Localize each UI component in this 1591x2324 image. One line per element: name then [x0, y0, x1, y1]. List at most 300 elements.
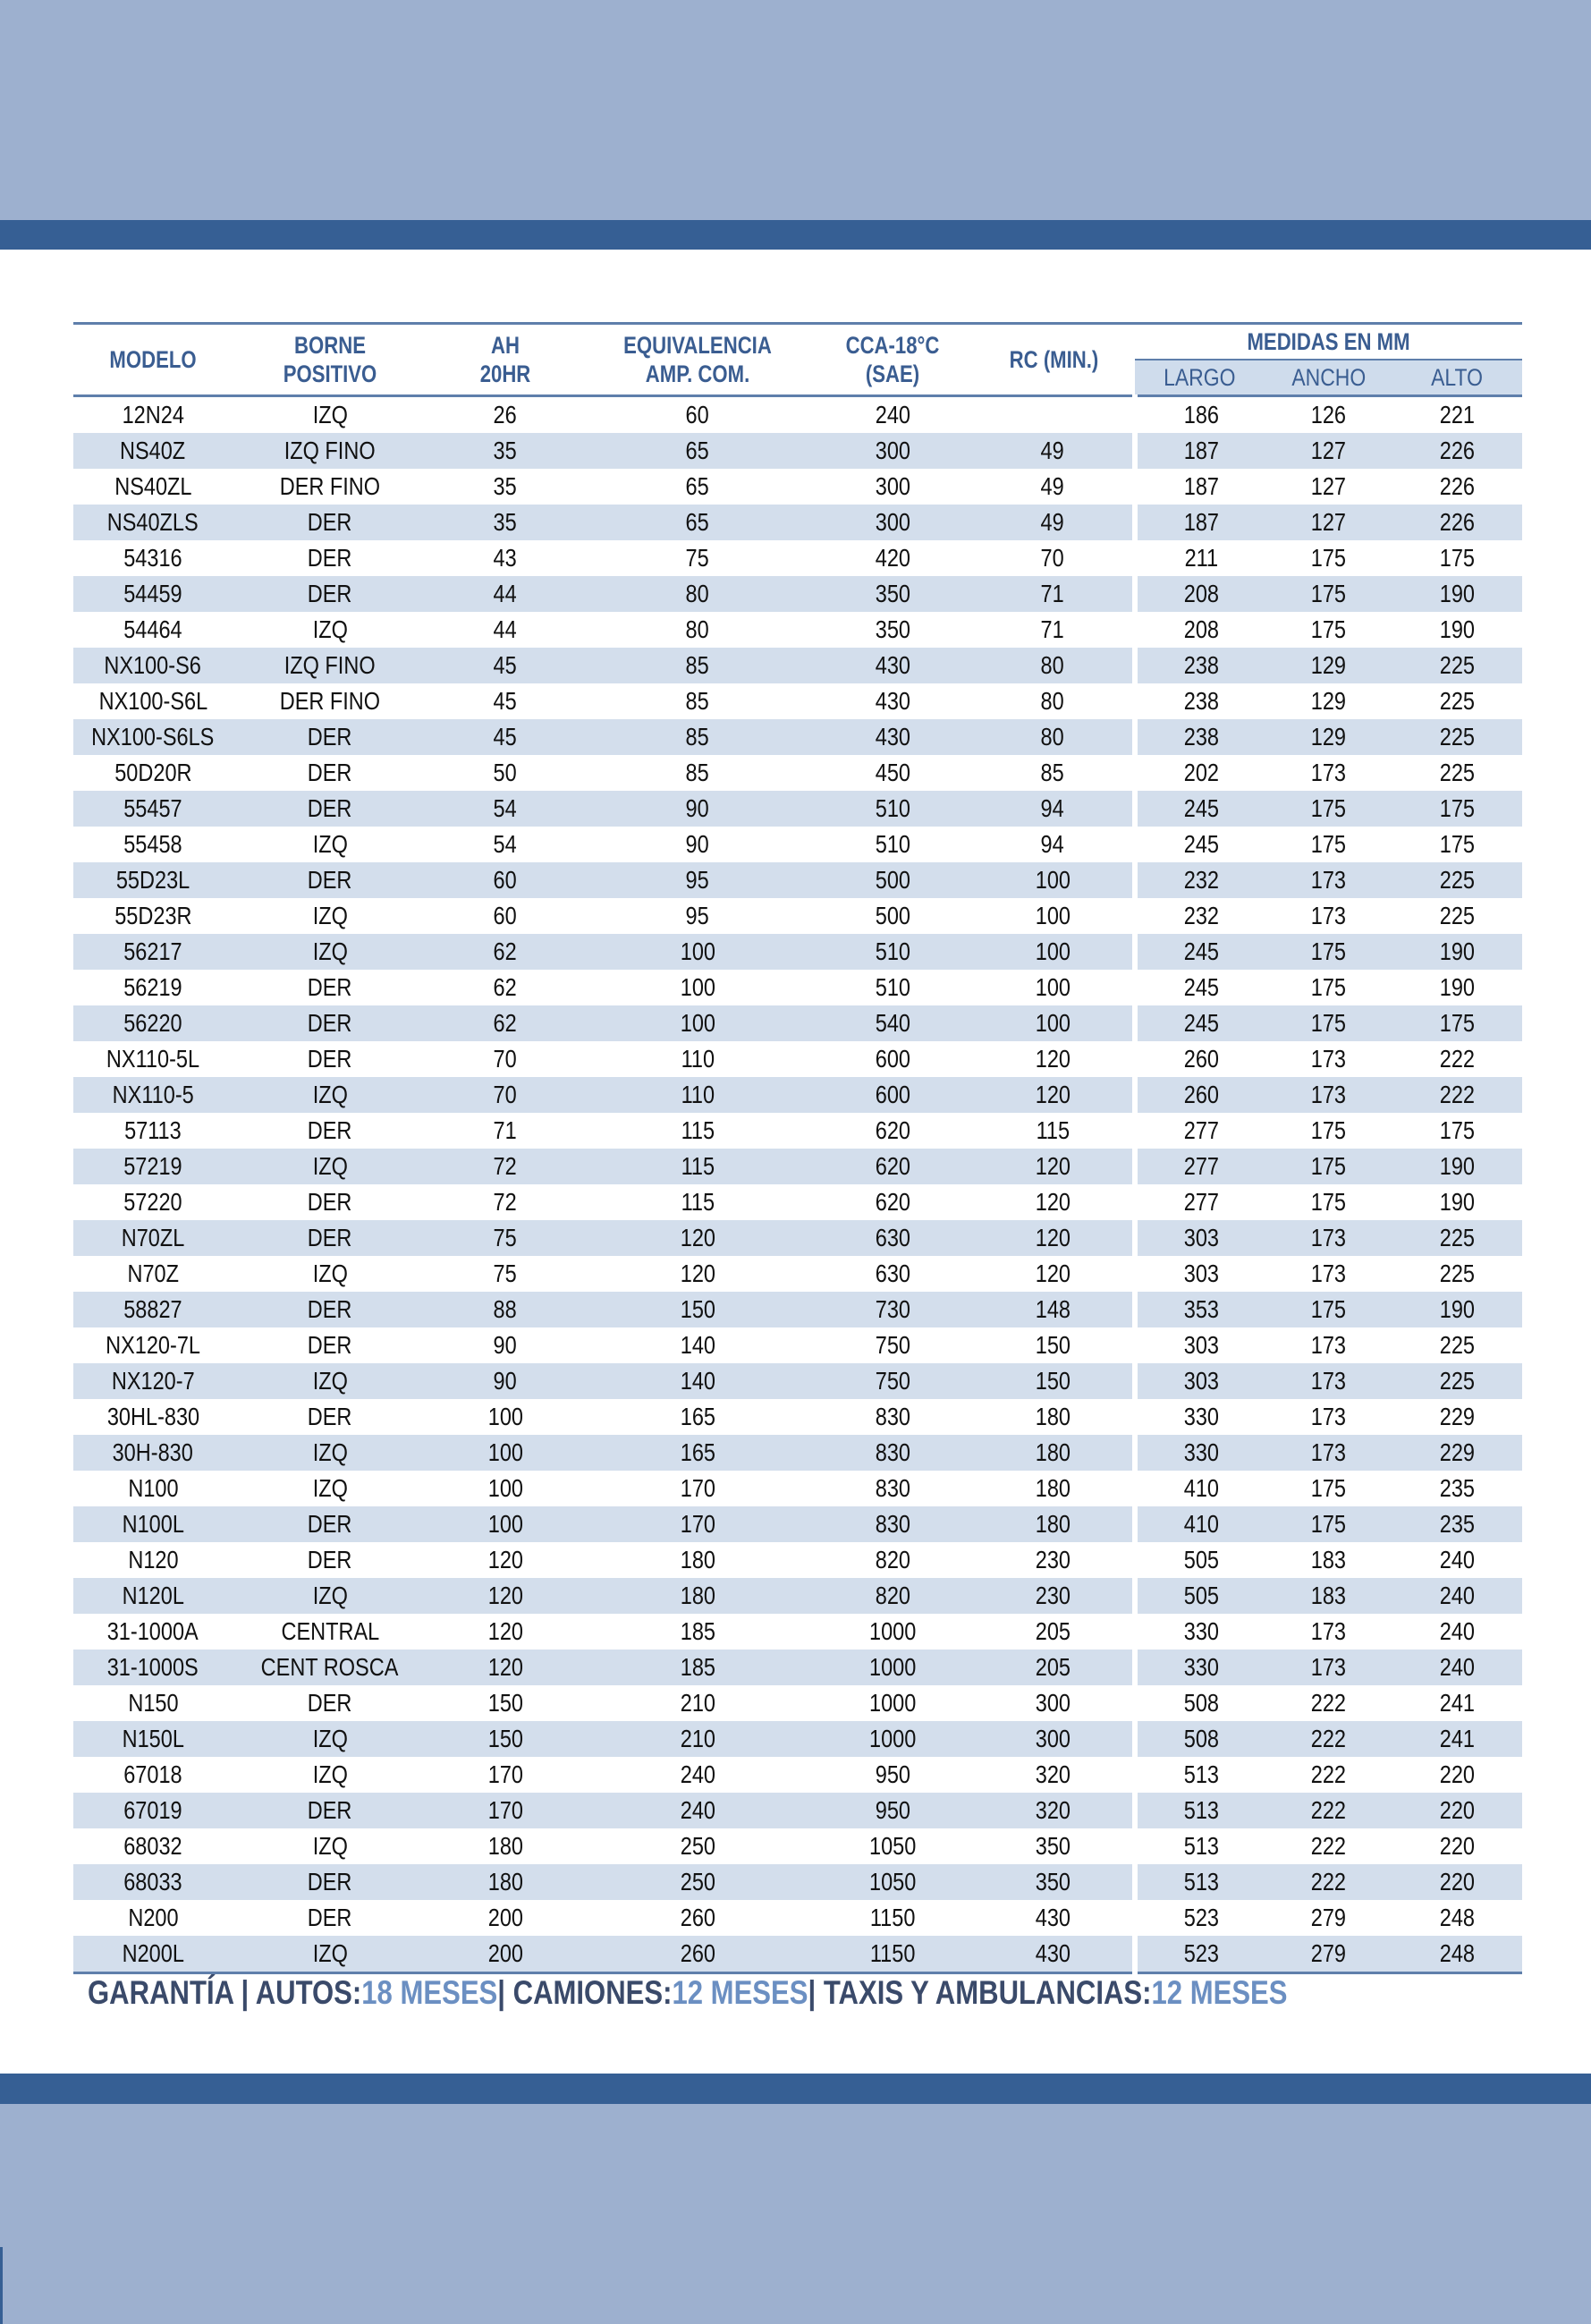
cell-modelo	[73, 1041, 233, 1077]
cell-value: 208	[1183, 580, 1219, 607]
warranty-line	[88, 1971, 1288, 2015]
cell-value: 508	[1183, 1725, 1219, 1752]
cell-largo	[1135, 1292, 1265, 1327]
cell-largo	[1135, 505, 1265, 540]
cell-equivalencia	[583, 1471, 812, 1506]
cell-borne	[233, 791, 427, 827]
cell-value: 241	[1439, 1689, 1476, 1717]
cell-ah	[427, 683, 583, 719]
cell-largo	[1135, 862, 1265, 898]
cell-borne	[233, 1471, 427, 1506]
cell-borne	[233, 719, 427, 755]
cell-value: 330	[1183, 1438, 1219, 1466]
cell-value: 222	[1310, 1725, 1347, 1752]
cell-value: IZQ	[312, 902, 348, 929]
cell-value: 175	[1310, 1116, 1347, 1144]
cell-rc	[973, 576, 1135, 612]
cell-value: 150	[680, 1295, 715, 1323]
cell-value: 187	[1183, 437, 1219, 464]
table-row	[73, 791, 1522, 827]
cell-value: 208	[1183, 615, 1219, 643]
cell-value: 71	[493, 1116, 518, 1144]
cell-equivalencia	[583, 1184, 812, 1220]
cell-equivalencia	[583, 827, 812, 862]
cell-value: 320	[1035, 1796, 1071, 1824]
cell-largo	[1135, 1542, 1265, 1578]
cell-ah	[427, 970, 583, 1005]
cell-value: 420	[875, 544, 910, 572]
cell-borne	[233, 1220, 427, 1256]
cell-value: 248	[1439, 1939, 1476, 1967]
cell-rc	[973, 898, 1135, 934]
cell-value: 54459	[123, 580, 182, 607]
cell-alto	[1392, 1864, 1522, 1900]
cell-borne	[233, 1005, 427, 1041]
cell-ah	[427, 1077, 583, 1113]
cell-value: N200	[127, 1904, 179, 1931]
cell-value: 180	[680, 1546, 715, 1573]
cell-value: 320	[1035, 1760, 1071, 1788]
cell-value: 115	[681, 1188, 715, 1216]
cell-rc	[973, 1077, 1135, 1113]
cell-borne	[233, 540, 427, 576]
cell-modelo	[73, 827, 233, 862]
cell-value: 100	[487, 1510, 523, 1538]
cell-borne	[233, 1256, 427, 1292]
warranty-autos-value: 18 MESES	[361, 1974, 498, 2011]
cell-value: 150	[1035, 1331, 1071, 1359]
cell-value: 225	[1439, 1224, 1476, 1251]
cell-rc	[973, 719, 1135, 755]
cell-cca	[812, 396, 973, 434]
cell-alto	[1392, 719, 1522, 755]
cell-value: 330	[1183, 1653, 1219, 1681]
cell-value: 260	[680, 1939, 715, 1967]
cell-equivalencia	[583, 1578, 812, 1614]
header-alto-label: ALTO	[1431, 364, 1484, 391]
cell-value: 180	[487, 1832, 523, 1860]
cell-borne	[233, 1292, 427, 1327]
cell-ancho	[1265, 1900, 1392, 1936]
cell-value: 110	[681, 1045, 715, 1073]
cell-value: 65	[685, 472, 710, 500]
cell-value: 230	[1035, 1546, 1071, 1573]
header-ah	[442, 324, 570, 396]
header-cca	[826, 324, 959, 396]
cell-ah	[427, 934, 583, 970]
cell-value: 49	[1040, 472, 1065, 500]
cell-value: DER	[308, 1796, 352, 1824]
cell-ancho	[1265, 1435, 1392, 1471]
cell-value: DER	[308, 508, 352, 536]
cell-value: 62	[493, 937, 518, 965]
cell-value: 830	[875, 1403, 910, 1430]
cell-ah	[427, 1614, 583, 1650]
cell-modelo	[73, 1900, 233, 1936]
cell-ancho	[1265, 576, 1392, 612]
cell-largo	[1135, 648, 1265, 683]
cell-value: 70	[493, 1045, 518, 1073]
cell-alto	[1392, 1542, 1522, 1578]
cell-ancho	[1265, 1256, 1392, 1292]
cell-cca	[812, 1292, 973, 1327]
cell-alto	[1392, 469, 1522, 505]
cell-alto	[1392, 505, 1522, 540]
cell-equivalencia	[583, 1828, 812, 1864]
cell-cca	[812, 1256, 973, 1292]
cell-ancho	[1265, 1614, 1392, 1650]
cell-cca	[812, 505, 973, 540]
cell-rc	[973, 1864, 1135, 1900]
cell-modelo	[73, 433, 233, 469]
cell-value: IZQ	[312, 1438, 348, 1466]
cell-value: 190	[1439, 580, 1476, 607]
cell-value: 45	[493, 651, 518, 679]
table-row	[73, 1650, 1522, 1685]
cell-value: 126	[1310, 401, 1347, 428]
cell-value: 510	[875, 937, 910, 965]
cell-cca	[812, 1614, 973, 1650]
cell-ancho	[1265, 791, 1392, 827]
cell-value: 222	[1310, 1760, 1347, 1788]
cell-value: 85	[685, 759, 710, 786]
cell-equivalencia	[583, 1220, 812, 1256]
cell-ancho	[1265, 1506, 1392, 1542]
table-row	[73, 1685, 1522, 1721]
cell-largo	[1135, 1220, 1265, 1256]
cell-largo	[1135, 1650, 1265, 1685]
cell-value: 430	[1035, 1939, 1071, 1967]
cell-value: 232	[1183, 866, 1219, 894]
cell-value: IZQ FINO	[284, 651, 376, 679]
cell-value: 430	[875, 651, 910, 679]
cell-borne	[233, 1828, 427, 1864]
cell-borne	[233, 612, 427, 648]
table-row	[73, 1828, 1522, 1864]
cell-value: DER	[308, 1546, 352, 1573]
cell-value: 245	[1183, 830, 1219, 858]
cell-value: 90	[685, 830, 710, 858]
cell-alto	[1392, 862, 1522, 898]
cell-rc	[973, 396, 1135, 434]
cell-value: 260	[1183, 1081, 1219, 1108]
table-row	[73, 1578, 1522, 1614]
header-largo-label: LARGO	[1164, 364, 1236, 391]
cell-ancho	[1265, 1327, 1392, 1363]
cell-value: 71	[1040, 580, 1065, 607]
cell-rc	[973, 1149, 1135, 1184]
cell-value: 175	[1439, 830, 1476, 858]
table-row	[73, 1327, 1522, 1363]
header-cca-line1: CCA-18°C	[845, 332, 940, 359]
cell-borne	[233, 1041, 427, 1077]
cell-value: 55D23R	[114, 902, 192, 929]
cell-value: 56217	[123, 937, 182, 965]
cell-value: 70	[493, 1081, 518, 1108]
cell-alto	[1392, 1506, 1522, 1542]
cell-modelo	[73, 862, 233, 898]
header-modelo: MODELO	[88, 324, 218, 396]
cell-equivalencia	[583, 1256, 812, 1292]
cell-value: 170	[680, 1510, 715, 1538]
cell-value: 1000	[868, 1653, 917, 1681]
cell-value: 500	[875, 866, 910, 894]
cell-modelo	[73, 1685, 233, 1721]
cell-value: N120L	[122, 1582, 184, 1609]
cell-value: 180	[487, 1868, 523, 1896]
cell-value: 54316	[123, 544, 182, 572]
cell-modelo	[73, 648, 233, 683]
cell-cca	[812, 540, 973, 576]
cell-value: 56219	[123, 973, 182, 1001]
cell-value: 279	[1310, 1939, 1347, 1967]
cell-value: 350	[875, 615, 910, 643]
cell-value: 200	[487, 1904, 523, 1931]
cell-value: 100	[487, 1474, 523, 1502]
cell-equivalencia	[583, 576, 812, 612]
cell-value: 45	[493, 723, 518, 751]
table-row	[73, 1614, 1522, 1650]
cell-borne	[233, 1614, 427, 1650]
cell-ah	[427, 433, 583, 469]
table-row	[73, 1077, 1522, 1113]
cell-modelo	[73, 540, 233, 576]
cell-equivalencia	[583, 1005, 812, 1041]
cell-value: 173	[1310, 902, 1347, 929]
cell-value: 513	[1183, 1832, 1219, 1860]
cell-equivalencia	[583, 648, 812, 683]
header-medidas: MEDIDAS EN MM	[1170, 324, 1487, 360]
cell-value: 49	[1040, 508, 1065, 536]
cell-equivalencia	[583, 1363, 812, 1399]
cell-value: 240	[680, 1796, 715, 1824]
cell-ah	[427, 1399, 583, 1435]
cell-value: 180	[1035, 1510, 1071, 1538]
cell-value: 100	[487, 1403, 523, 1430]
cell-borne	[233, 433, 427, 469]
cell-cca	[812, 1828, 973, 1864]
cell-value: 71	[1040, 615, 1065, 643]
cell-borne	[233, 1506, 427, 1542]
cell-value: NS40ZL	[114, 472, 192, 500]
cell-value: 173	[1310, 1617, 1347, 1645]
table-row	[73, 576, 1522, 612]
cell-alto	[1392, 1399, 1522, 1435]
cell-value: 50D20R	[114, 759, 192, 786]
cell-value: 240	[875, 401, 910, 428]
cell-cca	[812, 1471, 973, 1506]
cell-largo	[1135, 1936, 1265, 1973]
cell-largo	[1135, 719, 1265, 755]
cell-equivalencia	[583, 1721, 812, 1757]
cell-value: DER	[308, 794, 352, 822]
cell-value: 120	[680, 1260, 715, 1287]
cell-ah	[427, 1793, 583, 1828]
cell-value: 150	[487, 1689, 523, 1717]
cell-value: 180	[1035, 1438, 1071, 1466]
cell-value: DER	[308, 1510, 352, 1538]
cell-borne	[233, 1399, 427, 1435]
cell-rc	[973, 1578, 1135, 1614]
cell-alto	[1392, 576, 1522, 612]
cell-modelo	[73, 1435, 233, 1471]
cell-value: 185	[680, 1617, 715, 1645]
cell-value: DER	[308, 723, 352, 751]
cell-value: 430	[875, 687, 910, 715]
cell-value: 250	[680, 1868, 715, 1896]
header-equivalencia	[604, 324, 791, 396]
cell-equivalencia	[583, 1077, 812, 1113]
cell-value: 175	[1439, 1009, 1476, 1037]
table-row	[73, 1757, 1522, 1793]
cell-value: DER	[308, 1045, 352, 1073]
cell-ah	[427, 1327, 583, 1363]
cell-value: 150	[487, 1725, 523, 1752]
cell-value: 120	[1035, 1224, 1071, 1251]
cell-value: 240	[1439, 1617, 1476, 1645]
cell-largo	[1135, 1149, 1265, 1184]
cell-value: 175	[1310, 544, 1347, 572]
table-row	[73, 1256, 1522, 1292]
cell-value: 35	[493, 437, 518, 464]
cell-value: 173	[1310, 1367, 1347, 1395]
cell-value: 277	[1183, 1116, 1219, 1144]
cell-borne	[233, 1149, 427, 1184]
cell-borne	[233, 1685, 427, 1721]
table-row	[73, 898, 1522, 934]
cell-ancho	[1265, 862, 1392, 898]
cell-value: DER FINO	[279, 472, 381, 500]
cell-value: 49	[1040, 437, 1065, 464]
header-equiv-line1: EQUIVALENCIA	[623, 332, 772, 359]
cell-ancho	[1265, 1685, 1392, 1721]
cell-value: 170	[680, 1474, 715, 1502]
cell-cca	[812, 1506, 973, 1542]
cell-alto	[1392, 1435, 1522, 1471]
cell-ah	[427, 1900, 583, 1936]
cell-rc	[973, 1900, 1135, 1936]
cell-borne	[233, 1864, 427, 1900]
cell-equivalencia	[583, 433, 812, 469]
cell-value: 505	[1183, 1546, 1219, 1573]
cell-modelo	[73, 1220, 233, 1256]
cell-value: 115	[681, 1152, 715, 1180]
cell-equivalencia	[583, 898, 812, 934]
cell-value: 330	[1183, 1403, 1219, 1430]
cell-value: 173	[1310, 1653, 1347, 1681]
cell-value: 300	[875, 508, 910, 536]
cell-rc	[973, 934, 1135, 970]
cell-value: 170	[487, 1760, 523, 1788]
cell-cca	[812, 1685, 973, 1721]
cell-cca	[812, 1650, 973, 1685]
cell-largo	[1135, 970, 1265, 1005]
cell-value: 35	[493, 472, 518, 500]
cell-value: 58827	[123, 1295, 182, 1323]
cell-modelo	[73, 1614, 233, 1650]
table-row	[73, 1220, 1522, 1256]
cell-value: 120	[1035, 1152, 1071, 1180]
cell-cca	[812, 1721, 973, 1757]
cell-value: 31-1000A	[106, 1617, 199, 1645]
cell-ancho	[1265, 1363, 1392, 1399]
cell-ah	[427, 1936, 583, 1973]
cell-value: 175	[1439, 544, 1476, 572]
cell-value: 300	[875, 437, 910, 464]
cell-value: 240	[1439, 1653, 1476, 1681]
cell-value: 95	[685, 902, 710, 929]
cell-value: NX100-S6LS	[91, 723, 215, 751]
cell-ancho	[1265, 1113, 1392, 1149]
header-alto	[1392, 360, 1522, 396]
cell-equivalencia	[583, 540, 812, 576]
cell-equivalencia	[583, 1327, 812, 1363]
cell-largo	[1135, 396, 1265, 434]
cell-value: 508	[1183, 1689, 1219, 1717]
header-borne-line1: BORNE	[294, 332, 366, 359]
cell-ancho	[1265, 1578, 1392, 1614]
cell-value: 75	[493, 1260, 518, 1287]
cell-value: 57113	[124, 1116, 182, 1144]
table-row	[73, 934, 1522, 970]
cell-equivalencia	[583, 1936, 812, 1973]
cell-ancho	[1265, 970, 1392, 1005]
table-row	[73, 862, 1522, 898]
cell-equivalencia	[583, 755, 812, 791]
cell-modelo	[73, 1292, 233, 1327]
cell-value: 120	[680, 1224, 715, 1251]
cell-value: NX110-5L	[106, 1045, 200, 1073]
cell-rc	[973, 1721, 1135, 1757]
cell-alto	[1392, 970, 1522, 1005]
cell-value: 410	[1183, 1474, 1219, 1502]
cell-value: 175	[1310, 1009, 1347, 1037]
cell-value: 120	[1035, 1045, 1071, 1073]
table-body	[73, 396, 1522, 1973]
cell-ah	[427, 1113, 583, 1149]
cell-value: DER	[308, 580, 352, 607]
cell-value: IZQ	[312, 1832, 348, 1860]
cell-value: 183	[1310, 1546, 1347, 1573]
cell-alto	[1392, 1471, 1522, 1506]
cell-rc	[973, 469, 1135, 505]
cell-ah	[427, 396, 583, 434]
cell-value: 175	[1310, 580, 1347, 607]
cell-alto	[1392, 1578, 1522, 1614]
cell-alto	[1392, 1900, 1522, 1936]
cell-largo	[1135, 1828, 1265, 1864]
cell-cca	[812, 1149, 973, 1184]
cell-largo	[1135, 1256, 1265, 1292]
cell-ah	[427, 1506, 583, 1542]
cell-ancho	[1265, 1721, 1392, 1757]
bottom-edge-mark	[0, 2247, 3, 2324]
cell-value: 95	[685, 866, 710, 894]
cell-value: 730	[875, 1295, 910, 1323]
cell-ancho	[1265, 934, 1392, 970]
cell-alto	[1392, 1936, 1522, 1973]
cell-value: DER	[308, 759, 352, 786]
cell-ancho	[1265, 1793, 1392, 1828]
cell-equivalencia	[583, 1685, 812, 1721]
cell-alto	[1392, 1149, 1522, 1184]
top-stripe	[0, 220, 1591, 250]
cell-cca	[812, 898, 973, 934]
cell-value: 173	[1310, 1331, 1347, 1359]
cell-rc	[973, 1363, 1135, 1399]
cell-value: 450	[875, 759, 910, 786]
cell-ancho	[1265, 1828, 1392, 1864]
